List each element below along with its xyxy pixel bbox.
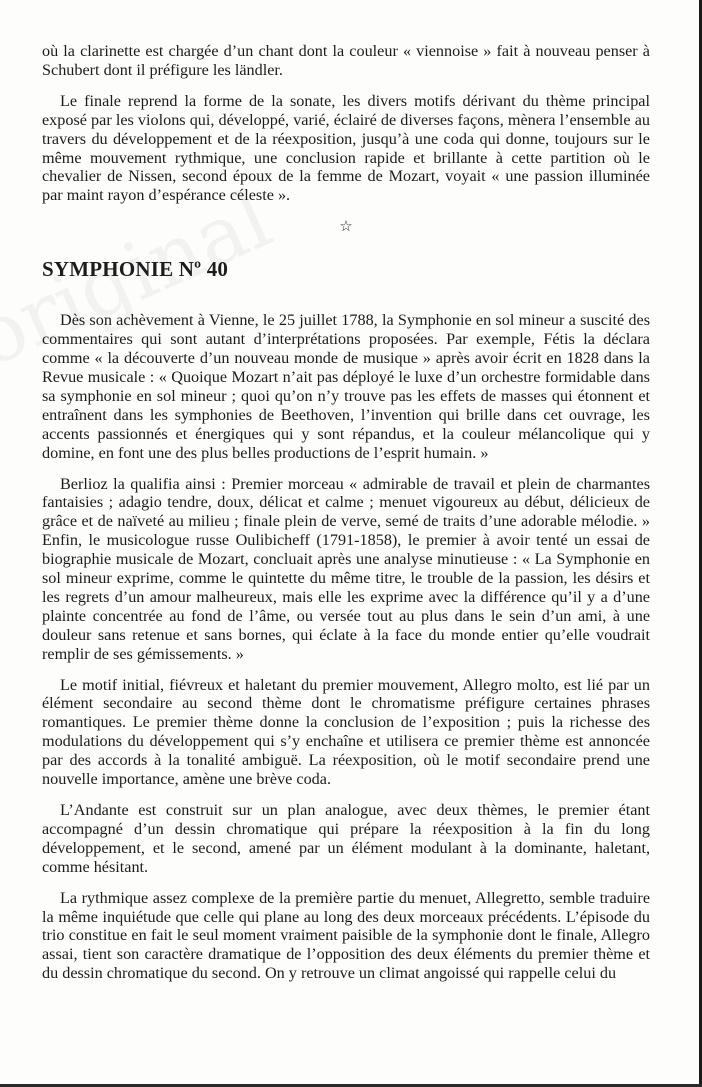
paragraph-andante: L’Andante est construit sur un plan analogue, avec deux thèmes, le premier étant accompagné d’un dessin chromatique qui prépare la réexposition à la fin du long développement, et le second, amené par un élément modulant à la dominante, haletant, comme hésitant.	[42, 801, 650, 876]
paragraph-symphony-intro: Dès son achèvement à Vienne, le 25 juillet 1788, la Symphonie en sol mineur a suscité des commentaires qui sont autant d’interprétations proposées. Par exemple, Fétis la déclara comme « la découverte d’un nouveau monde de musique » après avoir écrit en 1828 dans la Revue musicale : « Quoique Mozart n’ait pas déployé le luxe d’un orchestre formidable dans sa symphonie en sol mineur ; quoi qu’on n’y trouve pas les effets de masses qui étonnent et entraînent dans les symphonies de Beethoven, l’invention qui brille dans cet ouvrage, les accents passionnés et énergiques qui y sont répandus, et la couleur mélancolique qui y domine, en font une des plus belles productions de l’esprit humain. »	[42, 311, 650, 462]
paragraph-finale: Le finale reprend la forme de la sonate, les divers motifs dérivant du thème principal exposé par les violons qui, développé, varié, éclairé de diverses façons, mènera l’ensemble au travers du développement et de la réexposition, jusqu’à une coda qui donne, toujours sur le même mouvement rythmique, une conclusion rapide et brillante à cette partition où le chevalier de Nissen, second époux de la femme de Mozart, voyait « une passion illuminée par maint rayon d’espérance céleste ».	[42, 91, 650, 205]
section-title: SYMPHONIE Nº 40	[42, 257, 229, 282]
paragraph-berlioz: Berlioz la qualifia ainsi : Premier morceau « admirable de travail et plein de charmantes fantaisies ; adagio tendre, doux, délicat et calme ; menuet vigoureux au début, délicieux de grâce et de naïveté au milieu ; finale plein de verve, semé de traits d’une adorable mélodie. » Enfin, le musicologue russe Oulibicheff (1791-1858), le premier à avoir tenté un essai de biographie musicale de Mozart, concluait après une analyse minutieuse : « La Symphonie en sol mineur exprime, comme le quintette du même titre, le trouble de la passion, les désirs et les regrets d’un amour malheureux, mais elle les exprime avec la différence qu’il y a d’une plainte concentrée au fond de l’âme, ou versée tout au plus dans le sein d’un ami, à une douleur sans retenue et sans bornes, qui éclate à la face du monde entier qu’elle voudrait remplir de ses gémissements. »	[42, 474, 650, 663]
paragraph-continuation: où la clarinette est chargée d’un chant dont la couleur « viennoise » fait à nouveau penser à Schubert dont il préfigure les ländler.	[42, 42, 650, 79]
star-divider-icon: ☆	[339, 219, 353, 236]
paragraph-first-movement: Le motif initial, fiévreux et haletant du premier mouvement, Allegro molto, est lié par un élément secondaire au second thème dont le chromatisme préfigure certaines phrases romantiques. Le premier thème donne la conclusion de l’exposition ; puis la richesse des modulations du développement qui s’y enchaîne et utilisera ce premier thème est annoncée par des accords à la tonalité ambiguë. La réexposition, où le motif secondaire prend une nouvelle importance, amène une brève coda.	[42, 675, 650, 789]
book-page	[42, 0, 650, 983]
paragraph-menuet: La rythmique assez complexe de la première partie du menuet, Allegretto, semble traduire la même inquiétude que celle qui plane au long des deux morceaux précédents. L’épisode du trio constitue en fait le seul moment vraiment paisible de la symphonie dont le finale, Allegro assai, tient son caractère dramatique de l’opposition des deux éléments du premier thème et du dessin chromatique du second. On y retrouve un climat angoissé qui rappelle celui du	[42, 888, 650, 983]
